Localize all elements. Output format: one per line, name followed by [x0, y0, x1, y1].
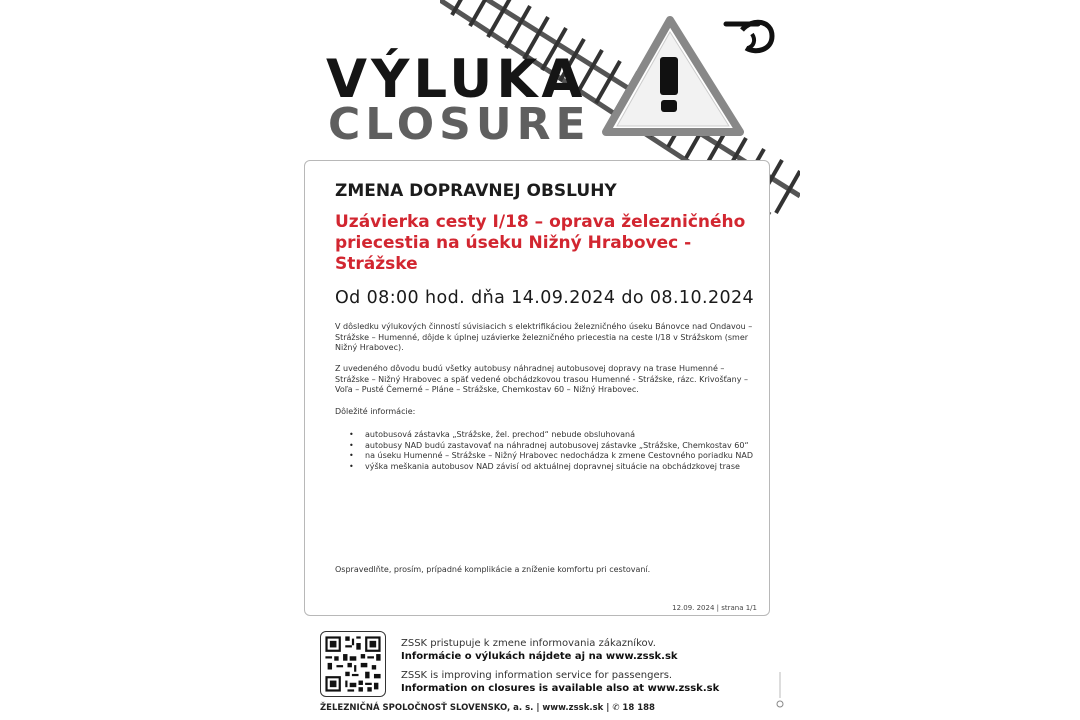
title-vyluka: VÝLUKA	[326, 49, 587, 110]
info-sk-line-2[interactable]: Informácie o výlukách nájdete aj na www.zssk.sk	[401, 651, 678, 662]
info-en-line-1: ZSSK is improving information service for passengers.	[401, 670, 673, 681]
company-footer: ŽELEZNIČNÁ SPOLOČNOSŤ SLOVENSKO, a. s. | www.zssk.sk | ✆ 18 188	[320, 703, 655, 713]
warning-triangle-icon	[606, 20, 740, 132]
zssk-logo-icon	[722, 14, 776, 56]
qr-code-icon[interactable]	[320, 631, 386, 697]
important-list	[349, 430, 759, 472]
notice-heading: ZMENA DOPRAVNEJ OBSLUHY	[335, 181, 617, 201]
notice-card	[304, 160, 770, 616]
info-en-line-2[interactable]: Information on closures is available also at www.zssk.sk	[401, 683, 720, 694]
notice-paragraph-2: Z uvedeného dôvodu budú všetky autobusy náhradnej autobusovej dopravy na trase Humenné – Strážske – Nižný Hrabovec a späť vedené obchádzkovou trasou Humenné - Strážske, rázc. Krivošťany – Voľa – Pusté Čemerné – Pláne – Strážske, Chemkostav 60 – Nižný Hrabovec.	[335, 364, 749, 394]
title-closure: CLOSURE	[328, 99, 591, 150]
print-mark-icon	[774, 670, 786, 710]
list-item: • autobusová zástavka „Strážske, žel. prechod“ nebude obsluhovaná	[349, 430, 759, 441]
list-item: • autobusy NAD budú zastavovať na náhradnej autobusovej zástavke „Strážske, Chemkostav 60“	[349, 441, 759, 452]
closure-dates: Od 08:00 hod. dňa 14.09.2024 do 08.10.2024	[335, 288, 755, 308]
notice-subheading: Uzávierka cesty I/18 – oprava železničného priecestia na úseku Nižný Hrabovec - Strážske	[335, 212, 746, 274]
page-footer-date: 12.09. 2024 | strana 1/1	[672, 604, 757, 612]
list-item: • na úseku Humenné – Strážske – Nižný Hrabovec nedochádza k zmene Cestovného poriadku NAD	[349, 451, 759, 462]
closing-apology: Ospravedlňte, prosím, prípadné komplikácie a zníženie komfortu pri cestovaní.	[335, 565, 651, 574]
important-label: Dôležité informácie:	[335, 407, 416, 416]
list-item: • výška meškania autobusov NAD závisí od aktuálnej dopravnej situácie na obchádzkovej trase	[349, 462, 759, 473]
notice-paragraph-1: V dôsledku výlukových činností súvisiacich s elektrifikáciou železničného úseku Bánovce nad Ondavou – Strážske – Humenné, dôjde k úplnej uzávierke železničného priecestia na ceste I/18 v Strážskom (smer Nižný Hrabovec).	[335, 322, 753, 352]
info-sk-line-1: ZSSK pristupuje k zmene informovania zákazníkov.	[401, 638, 656, 649]
